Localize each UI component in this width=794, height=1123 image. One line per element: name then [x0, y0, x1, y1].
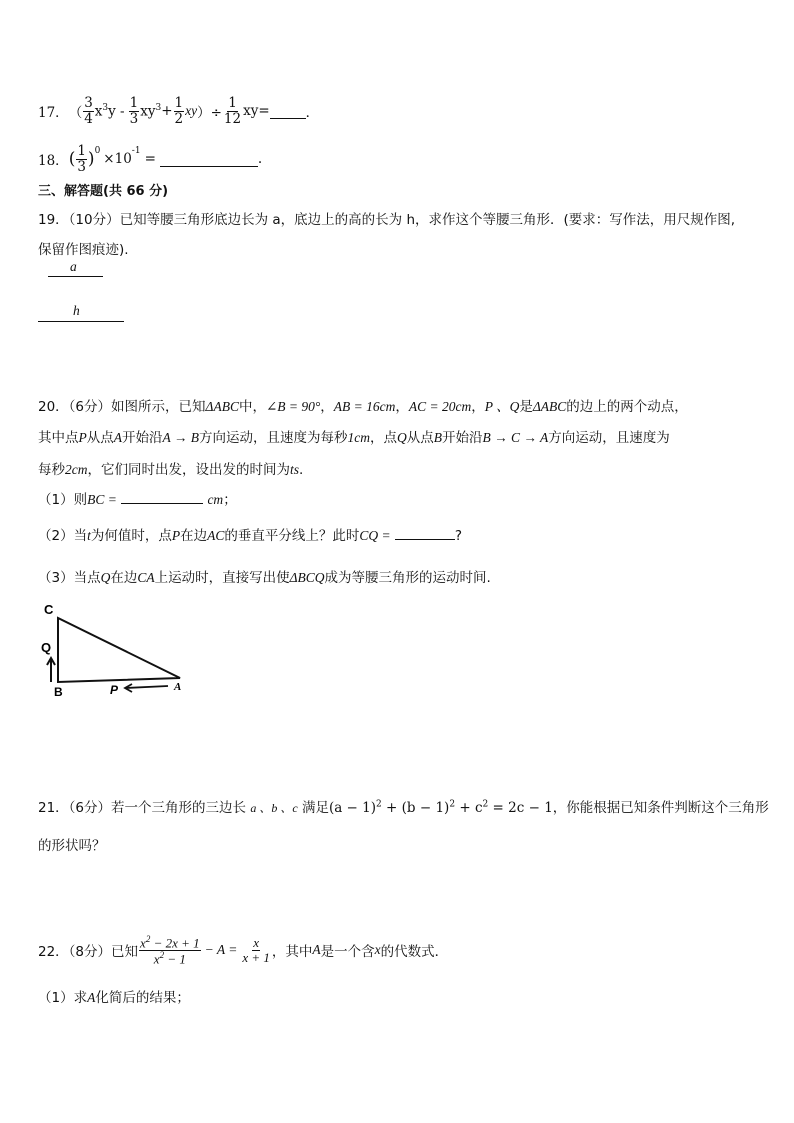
q17-fraction-4: $\frac{1}{12}$: [223, 95, 242, 127]
segment-a-label: a: [70, 259, 77, 274]
q20-cq-answer-blank[interactable]: [395, 527, 455, 540]
q18-fraction: $\frac{1}{3}$: [77, 143, 86, 175]
segment-h-label: h: [73, 303, 80, 318]
q20-line-1: 20．（6分）如图所示，已知ΔABC中，∠B = 90°，AB = 16cm，AC = 20cm，P 、Q是ΔABC的边上的两个动点，: [38, 399, 688, 415]
label-p: P: [110, 683, 119, 697]
q22-sub-1: （1）求A化简后的结果；: [38, 990, 190, 1006]
q17-answer-blank[interactable]: [270, 104, 306, 119]
q20-line-2: 其中点P从点A开始沿A → B方向运动，且速度为每秒1cm，点Q从点B开始沿B → C → A方向运动，且速度为: [38, 430, 670, 446]
q20-bc-answer-blank[interactable]: [121, 491, 203, 504]
q17-fraction-3: $\frac{1}{2}$: [174, 95, 184, 127]
label-q: Q: [41, 640, 52, 655]
arrow-p-left: [126, 686, 168, 688]
triangle-abc: [58, 618, 180, 682]
q18-number: 18．: [38, 153, 69, 169]
q19-line-1: 19．（10分）已知等腰三角形底边长为 a，底边上的高的长为 h，求作这个等腰三角形．(要求：写作法，用尺规作图,: [38, 212, 736, 228]
q20-sub-3: （3）当点Q在边CA上运动时，直接写出使ΔBCQ成为等腰三角形的运动时间.: [38, 570, 491, 586]
label-c: C: [44, 602, 54, 617]
q21-line-1: 21．（6分）若一个三角形的三边长 a 、b 、c 满足$(a - 1)^2 + (b - 1)^2 + c^2 = 2c - 1$，你能根据已知条件判断这个三角形: [38, 799, 769, 816]
question-17: 17． （ $\frac{3}{4}$ $x^3y$ - $\frac{1}{3}$ $xy^3$ + $\frac{1}{2}$ xy ）÷ $\frac{1}{12}$ xy= ．: [38, 95, 320, 127]
q20-sub-1: （1）则BC = cm；: [38, 492, 237, 508]
q21-equation: $(a - 1)^2 + (b - 1)^2 + c^2 = 2c - 1$: [328, 799, 553, 816]
q21-line-2: 的形状吗？: [38, 838, 106, 854]
q17-number: 17．: [38, 105, 69, 121]
q17-fraction-1: $\frac{3}{4}$: [84, 95, 93, 127]
label-b: B: [54, 685, 63, 699]
q19-line-2: 保留作图痕迹).: [38, 242, 129, 258]
triangle-figure: [38, 600, 198, 700]
segment-a: [48, 276, 103, 277]
section-heading: 三、解答题(共 66 分): [38, 184, 169, 199]
q17-fraction-2: $\frac{1}{3}$: [129, 95, 139, 127]
segment-h: [38, 321, 124, 322]
q22-line-1: 22．（8分）已知 $\frac{x^2 - 2x + 1}{x^2 - 1}$ − A = $\frac{x}{x + 1}$ ，其中 A 是一个含 x 的代数式．: [38, 933, 449, 966]
q22-fraction-2: $\frac{x}{x + 1}$: [242, 934, 270, 965]
q22-fraction-1: $\frac{x^2 - 2x + 1}{x^2 - 1}$: [140, 933, 200, 966]
q20-sub-2: （2）当t为何值时，点P在边AC的垂直平分线上？此时CQ = ?: [38, 528, 463, 544]
q18-answer-blank[interactable]: [160, 152, 258, 167]
question-18: 18． ( $\frac{1}{3}$ ) $^0$ ×10 $^{-1}$ = .: [38, 143, 263, 175]
q20-line-3: 每秒2cm，它们同时出发，设出发的时间为ts.: [38, 462, 304, 478]
label-a: A: [174, 681, 182, 693]
